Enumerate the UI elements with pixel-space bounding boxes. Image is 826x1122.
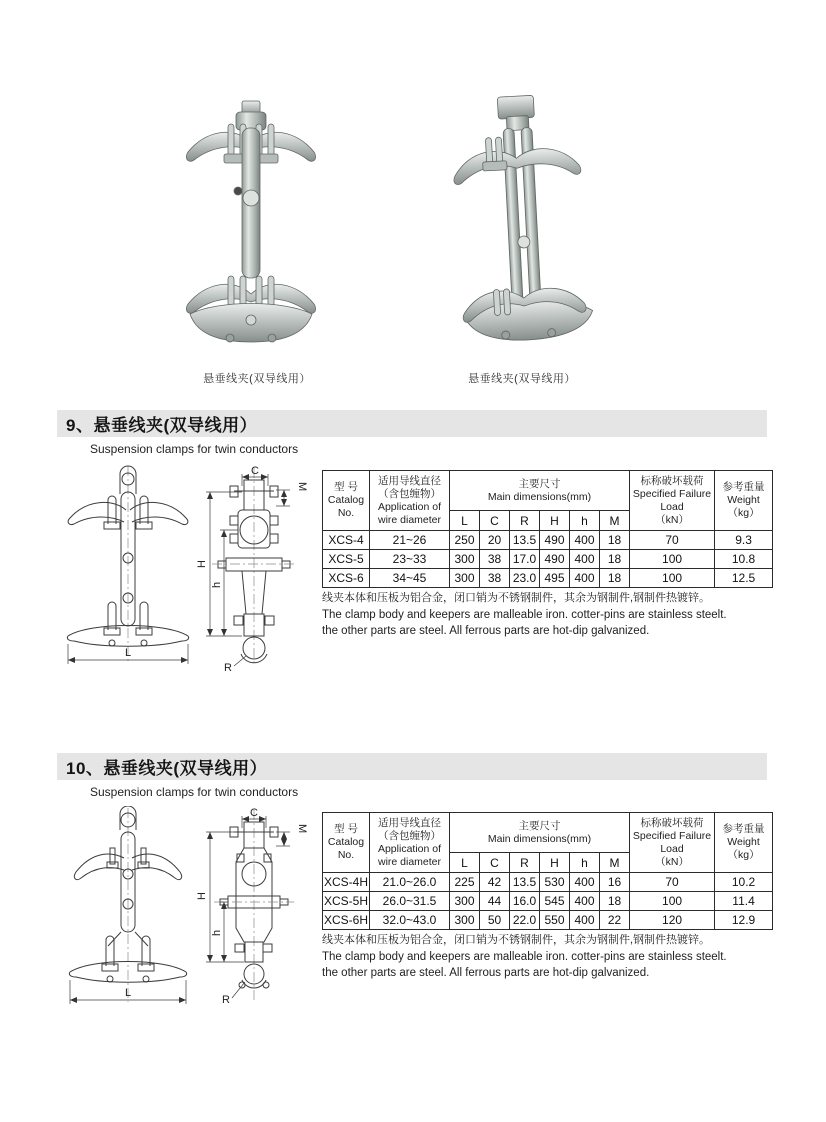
- dim-label-M: M: [296, 824, 308, 834]
- cell-load: 100: [630, 550, 715, 569]
- side-view: [206, 468, 296, 666]
- cell-R: 13.5: [510, 531, 540, 550]
- header-dim-h: h: [570, 511, 600, 531]
- header-dim-H: H: [540, 853, 570, 873]
- header-line: 主要尺寸: [518, 477, 561, 490]
- header-line: No.: [337, 507, 355, 519]
- header-line: Application of: [377, 842, 442, 855]
- notes-section-10: [322, 932, 792, 981]
- cell-M: 22: [600, 911, 630, 930]
- table-row: [323, 911, 773, 930]
- cell-model: XCS-4: [323, 531, 370, 550]
- cell-diameter: 32.0~43.0: [370, 911, 450, 930]
- cell-L: 250: [450, 531, 480, 550]
- dim-label-R: R: [224, 662, 232, 674]
- cell-R: 16.0: [510, 892, 540, 911]
- cell-diameter: 26.0~31.5: [370, 892, 450, 911]
- header-line: 参考重量: [722, 481, 765, 493]
- header-line: Catalog: [327, 836, 365, 848]
- cell-R: 23.0: [510, 569, 540, 588]
- clamp-photo-shapes: [450, 93, 594, 344]
- cell-load: 120: [630, 911, 715, 930]
- table-row: [323, 531, 773, 550]
- cell-weight: 12.9: [715, 911, 773, 930]
- cell-H: 495: [540, 569, 570, 588]
- cell-model: XCS-5: [323, 550, 370, 569]
- cell-weight: 11.4: [715, 892, 773, 911]
- photo-caption-right: 悬垂线夹(双导线用）: [468, 373, 576, 385]
- table-row: [323, 892, 773, 911]
- cell-model: XCS-4H: [323, 873, 370, 892]
- header-line: Main dimensions(mm): [487, 832, 592, 845]
- front-view: [69, 806, 186, 1004]
- cell-C: 38: [480, 550, 510, 569]
- photo-caption-left: 悬垂线夹(双导线用）: [203, 373, 311, 385]
- header-line: （含包缠物）: [378, 487, 441, 500]
- cell-h: 400: [570, 911, 600, 930]
- spec-table-10: [322, 812, 773, 930]
- header-line: Weight: [727, 836, 760, 848]
- note-line-en: The clamp body and keepers are malleable iron. cotter-pins are stainless steelt.: [322, 609, 727, 621]
- cell-L: 300: [450, 550, 480, 569]
- cell-h: 400: [570, 892, 600, 911]
- header-line: Specified Failure: [632, 487, 712, 500]
- cell-model: XCS-6H: [323, 911, 370, 930]
- dim-label-R: R: [222, 994, 230, 1006]
- header-dim-M: M: [600, 853, 630, 873]
- table-row: [323, 569, 773, 588]
- cell-M: 18: [600, 550, 630, 569]
- header-line: No.: [337, 849, 355, 861]
- cell-model: XCS-5H: [323, 892, 370, 911]
- cell-load: 100: [630, 892, 715, 911]
- cell-R: 22.0: [510, 911, 540, 930]
- cell-M: 16: [600, 873, 630, 892]
- header-dim-M: M: [600, 511, 630, 531]
- cell-H: 545: [540, 892, 570, 911]
- header-dim-C: C: [480, 511, 510, 531]
- note-line-en: The clamp body and keepers are malleable iron. cotter-pins are stainless steelt.: [322, 951, 727, 963]
- header-line: Weight: [727, 494, 760, 506]
- header-line: 适用导线直径: [378, 816, 441, 829]
- header-line: （含包缠物）: [378, 829, 441, 842]
- header-dim-R: R: [510, 511, 540, 531]
- cell-load: 70: [630, 873, 715, 892]
- header-catalog: [323, 471, 370, 531]
- technical-drawing-9: [56, 464, 322, 676]
- header-failure-load: [630, 471, 715, 531]
- cell-L: 300: [450, 911, 480, 930]
- dim-label-M: M: [296, 482, 308, 492]
- cell-h: 400: [570, 873, 600, 892]
- cell-h: 400: [570, 569, 600, 588]
- technical-drawing-10: [56, 806, 322, 1018]
- header-line: 标称破坏载荷: [640, 474, 704, 487]
- cell-C: 44: [480, 892, 510, 911]
- spec-table-9: [322, 470, 773, 588]
- cell-diameter: 23~33: [370, 550, 450, 569]
- header-dim-C: C: [480, 853, 510, 873]
- cell-M: 18: [600, 531, 630, 550]
- dim-label-L: L: [125, 647, 132, 659]
- section-9-subtitle: Suspension clamps for twin conductors: [90, 442, 299, 456]
- header-weight: [715, 813, 773, 873]
- section-10-subtitle: Suspension clamps for twin conductors: [90, 785, 299, 799]
- table-row: [323, 550, 773, 569]
- cell-L: 225: [450, 873, 480, 892]
- note-line-zh: 线夹本体和压板为铝合金，闭口销为不锈钢制件，其余为钢制件,钢制件热镀锌。: [322, 592, 711, 604]
- header-main-dimensions: [450, 813, 630, 853]
- dim-label-h: h: [211, 929, 223, 936]
- dim-label-L: L: [125, 987, 132, 999]
- section-10-title: 10、悬垂线夹(双导线用）: [66, 759, 268, 778]
- header-line: Load: [660, 842, 684, 855]
- header-line: 适用导线直径: [378, 474, 441, 487]
- cell-weight: 9.3: [715, 531, 773, 550]
- cell-C: 20: [480, 531, 510, 550]
- header-catalog: [323, 813, 370, 873]
- header-line: Application of: [377, 500, 442, 513]
- header-dim-h: h: [570, 853, 600, 873]
- header-dim-H: H: [540, 511, 570, 531]
- cell-weight: 12.5: [715, 569, 773, 588]
- cell-M: 18: [600, 892, 630, 911]
- cell-diameter: 21.0~26.0: [370, 873, 450, 892]
- cell-load: 100: [630, 569, 715, 588]
- cell-diameter: 34~45: [370, 569, 450, 588]
- cell-M: 18: [600, 569, 630, 588]
- header-line: 主要尺寸: [518, 819, 561, 832]
- side-view: [206, 810, 294, 1002]
- cell-h: 400: [570, 531, 600, 550]
- header-diameter: [370, 471, 450, 531]
- section-10-header-bar: [57, 753, 767, 780]
- cell-H: 550: [540, 911, 570, 930]
- cell-H: 530: [540, 873, 570, 892]
- header-failure-load: [630, 813, 715, 873]
- cell-weight: 10.8: [715, 550, 773, 569]
- note-line-en: the other parts are steel. All ferrous parts are hot-dip galvanized.: [322, 625, 650, 637]
- cell-R: 17.0: [510, 550, 540, 569]
- note-line-zh: 线夹本体和压板为铝合金，闭口销为不锈钢制件，其余为钢制件,钢制件热镀锌。: [322, 934, 711, 946]
- header-line: （kN）: [655, 855, 689, 868]
- dim-label-C: C: [250, 807, 258, 819]
- header-line: Load: [660, 500, 684, 513]
- header-diameter: [370, 813, 450, 873]
- dim-label-H: H: [196, 560, 208, 568]
- cell-C: 38: [480, 569, 510, 588]
- dim-label-C: C: [251, 465, 259, 477]
- front-view: [67, 466, 188, 664]
- header-dim-L: L: [450, 511, 480, 531]
- header-line: 型 号: [334, 823, 358, 835]
- cell-load: 70: [630, 531, 715, 550]
- table-row: [323, 873, 773, 892]
- cell-R: 13.5: [510, 873, 540, 892]
- header-line: 参考重量: [722, 823, 765, 835]
- product-photo-suspension-clamp-left: [176, 98, 326, 358]
- header-line: wire diameter: [377, 855, 442, 868]
- header-weight: [715, 471, 773, 531]
- cell-weight: 10.2: [715, 873, 773, 892]
- dim-label-H: H: [196, 892, 208, 900]
- product-photo-suspension-clamp-right: [448, 92, 598, 358]
- header-dim-L: L: [450, 853, 480, 873]
- section-9-title: 9、悬垂线夹(双导线用）: [66, 416, 258, 435]
- header-main-dimensions: [450, 471, 630, 511]
- clamp-photo-shapes: [186, 101, 315, 342]
- header-line: Catalog: [327, 494, 365, 506]
- notes-section-9: [322, 590, 792, 639]
- header-line: （kg）: [727, 507, 760, 519]
- header-dim-R: R: [510, 853, 540, 873]
- header-line: 型 号: [334, 481, 358, 493]
- header-line: 标称破坏载荷: [640, 816, 704, 829]
- section-9-header-bar: [57, 410, 767, 437]
- header-line: wire diameter: [377, 513, 442, 526]
- cell-diameter: 21~26: [370, 531, 450, 550]
- cell-C: 50: [480, 911, 510, 930]
- header-line: Main dimensions(mm): [487, 490, 592, 503]
- note-line-en: the other parts are steel. All ferrous parts are hot-dip galvanized.: [322, 967, 650, 979]
- cell-h: 400: [570, 550, 600, 569]
- cell-C: 42: [480, 873, 510, 892]
- header-line: （kg）: [727, 849, 760, 861]
- dim-label-h: h: [211, 581, 223, 588]
- cell-H: 490: [540, 550, 570, 569]
- cell-L: 300: [450, 569, 480, 588]
- header-line: Specified Failure: [632, 829, 712, 842]
- cell-model: XCS-6: [323, 569, 370, 588]
- header-line: （kN）: [655, 513, 689, 526]
- cell-H: 490: [540, 531, 570, 550]
- cell-L: 300: [450, 892, 480, 911]
